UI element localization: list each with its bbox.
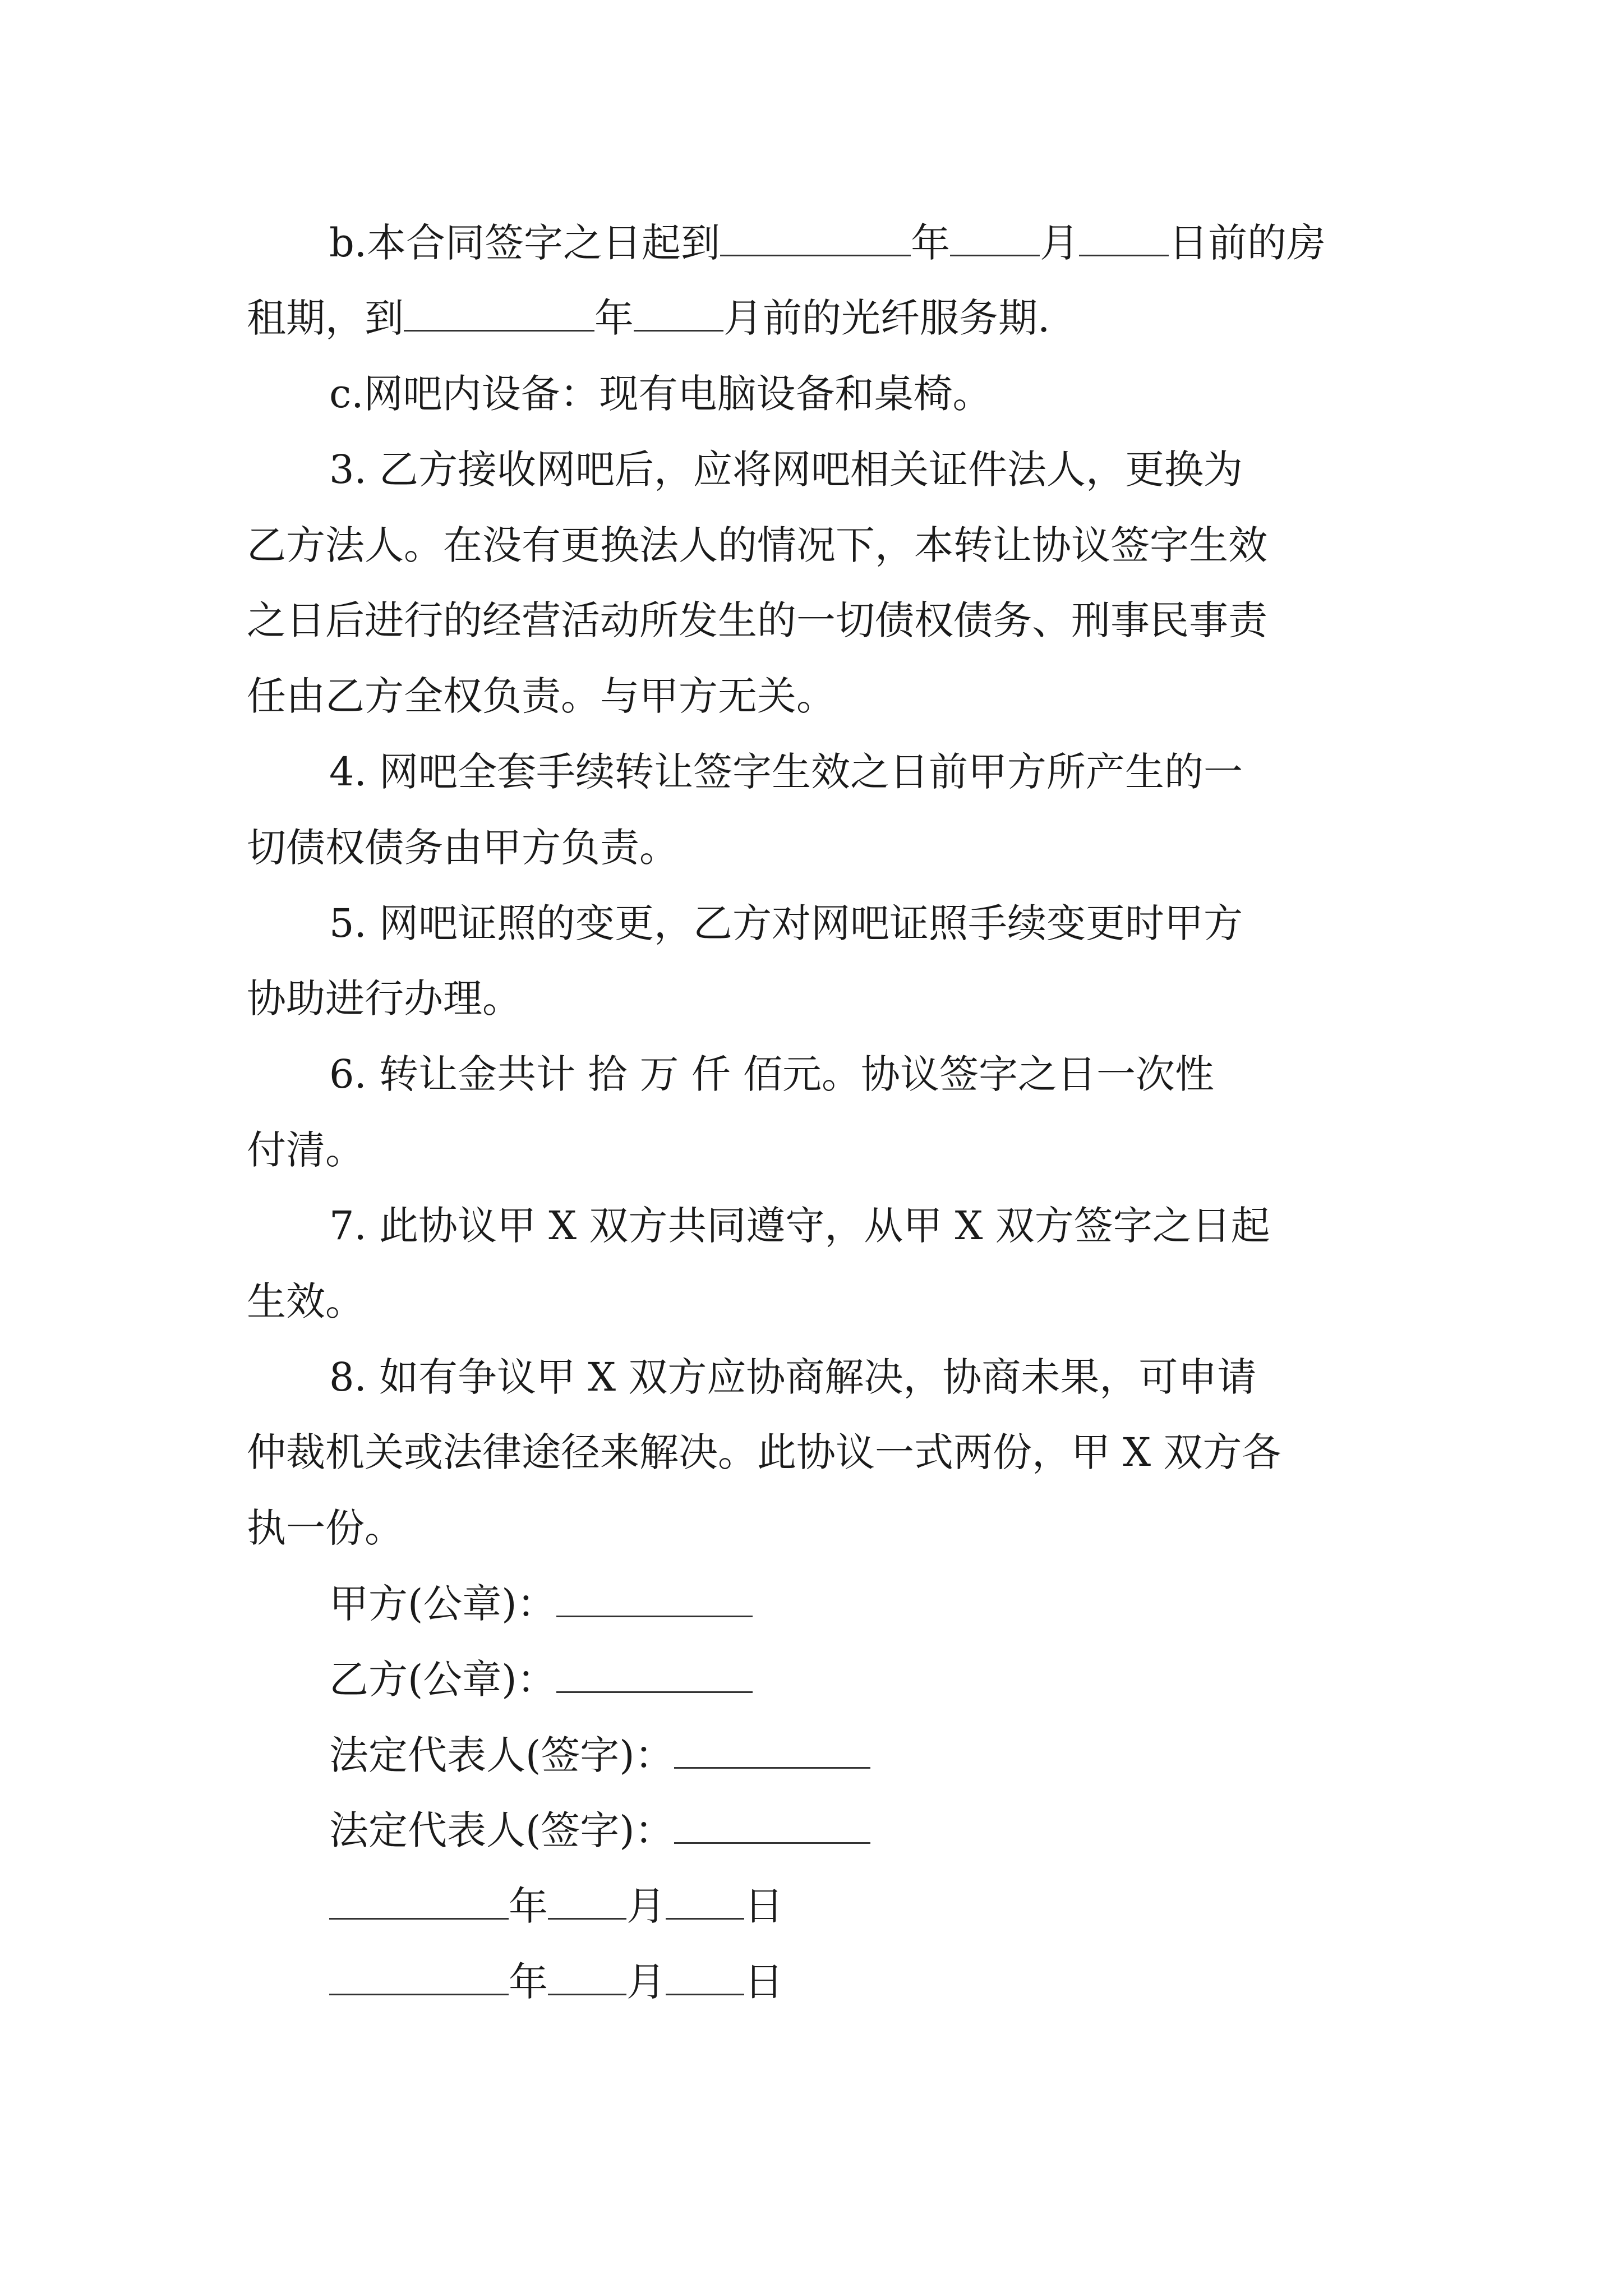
date-month-label: 月 [626, 1883, 666, 1929]
clause-4-line-1: 4. 网吧全套手续转让签字生效之日前甲方所产生的一 [329, 749, 1243, 795]
party-a-seal-blank [556, 1581, 753, 1617]
clause-6-line-2: 付清。 [247, 1127, 365, 1173]
party-b-seal-label: 乙方(公章)： [329, 1657, 556, 1703]
date-year-label: 年 [509, 1883, 548, 1929]
date-day-label: 日 [744, 1883, 783, 1929]
year-blank [720, 220, 911, 256]
party-a-seal-line [329, 1579, 753, 1629]
clause-5-line-2: 协助进行办理。 [247, 976, 522, 1022]
clause-3-line-2: 乙方法人。在没有更换法人的情况下，本转让协议签字生效 [247, 522, 1267, 568]
date-year-blank [329, 1883, 509, 1920]
clause-3-line-3: 之日后进行的经营活动所发生的一切债权债务、刑事民事责 [247, 597, 1267, 643]
date-month-blank [548, 1883, 626, 1920]
clause-7-line-2: 生效。 [247, 1278, 365, 1324]
date-day-blank [666, 1883, 744, 1920]
rep-a-signature-blank [674, 1732, 870, 1769]
clause-5-line-1: 5. 网吧证照的变更，乙方对网吧证照手续变更时甲方 [329, 900, 1243, 946]
date-day-label: 日 [744, 1959, 783, 2005]
clause-c: c.网吧内设备：现有电脑设备和桌椅。 [329, 371, 992, 417]
clause-6-line-1: 6. 转让金共计 拾 万 仟 佰元。协议签字之日一次性 [329, 1051, 1215, 1097]
clause-4-line-2: 切债权债务由甲方负责。 [247, 825, 679, 871]
year-label: 年 [911, 220, 951, 266]
clause-b-text: b.本合同签字之日起到 [329, 220, 721, 266]
clause-b-line-1 [329, 218, 1326, 268]
clause-3-line-1: 3. 乙方接收网吧后，应将网吧相关证件法人，更换为 [329, 447, 1243, 493]
fiber-service-text: 月前的光纤服务期. [723, 295, 1050, 341]
rep-b-signature-label: 法定代表人(签字)： [329, 1807, 674, 1853]
clause-b-text-end: 日前的房 [1169, 220, 1326, 266]
year-label: 年 [594, 295, 634, 341]
date-line-a [329, 1881, 783, 1931]
month-label: 月 [1040, 220, 1080, 266]
date-day-blank [666, 1959, 744, 1995]
date-year-blank [329, 1959, 509, 1995]
party-b-seal-line [329, 1654, 753, 1705]
date-year-label: 年 [509, 1959, 548, 2005]
date-month-blank [548, 1959, 626, 1995]
year-blank [404, 295, 594, 332]
day-blank [1079, 220, 1169, 256]
clause-3-line-4: 任由乙方全权负责。与甲方无关。 [247, 673, 836, 719]
rep-b-signature-line [329, 1805, 870, 1856]
party-a-seal-label: 甲方(公章)： [329, 1581, 556, 1627]
rep-a-signature-label: 法定代表人(签字)： [329, 1732, 674, 1778]
clause-7-line-1: 7. 此协议甲 X 双方共同遵守，从甲 X 双方签字之日起 [329, 1203, 1270, 1249]
date-line-b [329, 1957, 783, 2007]
rent-period-text: 租期，到 [247, 295, 404, 341]
rep-b-signature-blank [674, 1807, 870, 1844]
clause-8-line-3: 执一份。 [247, 1505, 404, 1551]
month-blank [950, 220, 1040, 256]
clause-b-line-2 [247, 293, 1050, 343]
clause-8-line-2: 仲裁机关或法律途径来解决。此协议一式两份，甲 X 双方各 [247, 1429, 1281, 1475]
party-b-seal-blank [556, 1657, 753, 1693]
clause-8-line-1: 8. 如有争议甲 X 双方应协商解决，协商未果，可申请 [329, 1354, 1257, 1400]
date-month-label: 月 [626, 1959, 666, 2005]
month-blank [634, 295, 723, 332]
rep-a-signature-line [329, 1730, 870, 1780]
